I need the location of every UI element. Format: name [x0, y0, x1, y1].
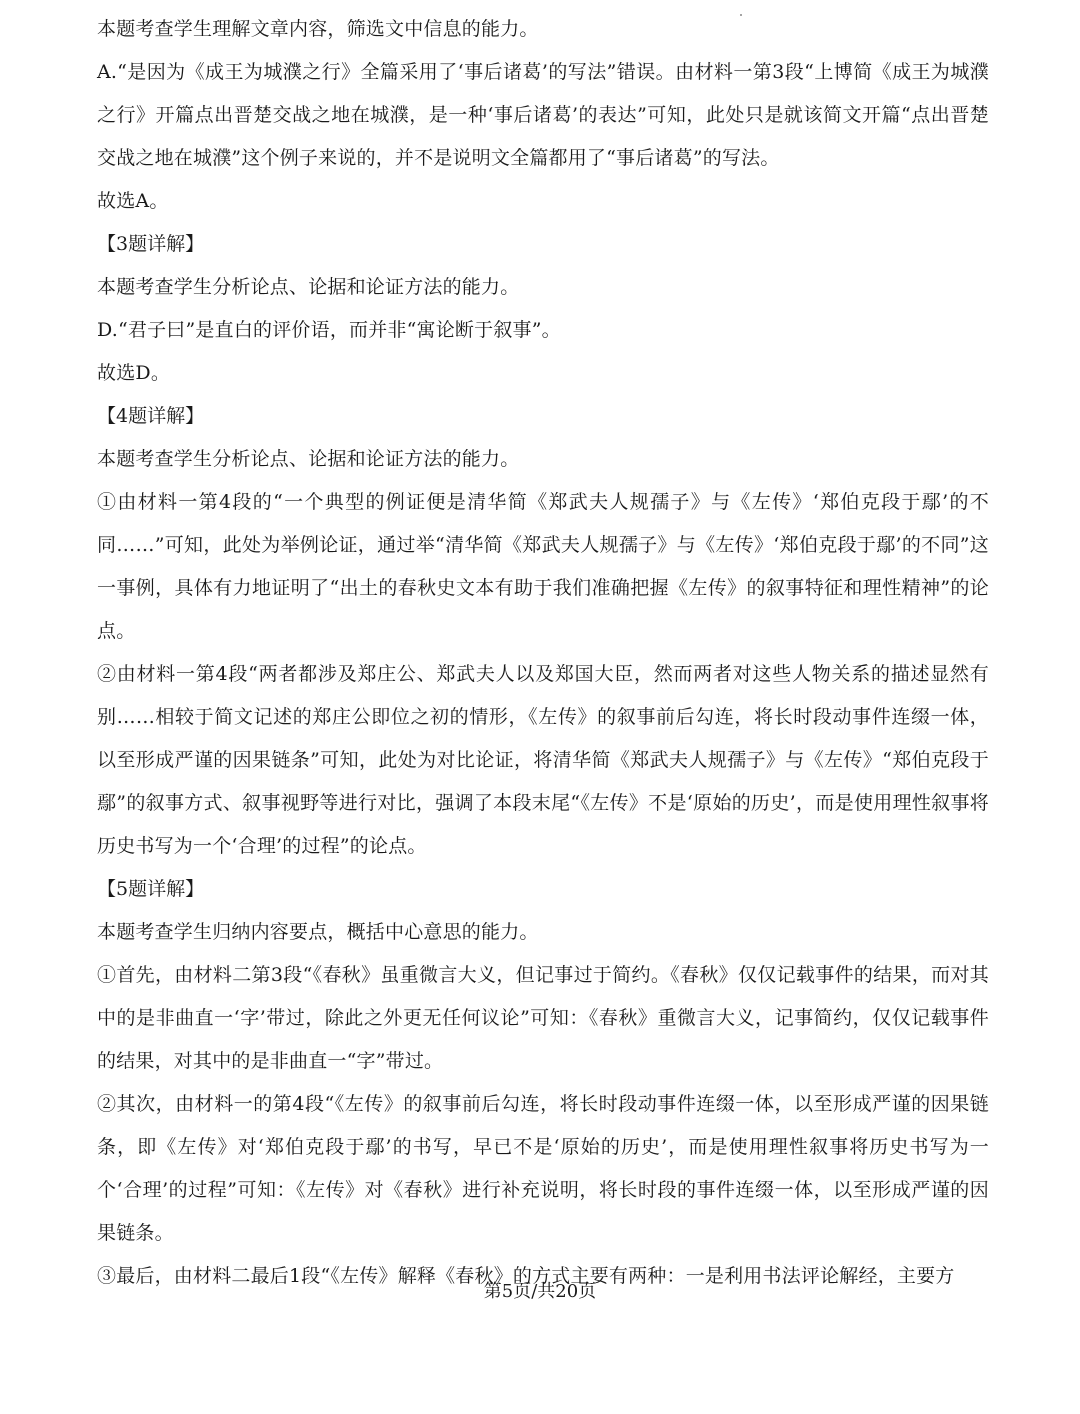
section-heading-q4: 【4题详解】 [97, 405, 205, 427]
paragraph-answer-a: 故选A。 [97, 190, 169, 212]
section-heading-q5: 【5题详解】 [97, 878, 205, 900]
paragraph-intro-q2: 本题考查学生理解文章内容，筛选文中信息的能力。 [97, 18, 539, 40]
paragraph-option-d-analysis: D.“君子曰”是直白的评价语，而并非“寓论断于叙事”。 [97, 319, 561, 341]
paragraph-q5-point-1: ①首先，由材料二第3段“《春秋》虽重微言大义，但记事过于简约。《春秋》仅仅记载事件的结果，而对其中的是非曲直一‘字’带过，除此之外更无任何议论”可知：《春秋》重微言大义，记事简约，仅仅记载事件的结果，对其中的是非曲直一“字”带过。 [97, 964, 989, 1072]
paragraph-intro-q3: 本题考查学生分析论点、论据和论证方法的能力。 [97, 276, 520, 298]
paragraph-intro-q5: 本题考查学生归纳内容要点，概括中心意思的能力。 [97, 921, 539, 943]
document-body [97, 8, 989, 1298]
paragraph-answer-d: 故选D。 [97, 362, 171, 384]
paragraph-q5-point-3: ③最后，由材料二最后1段“《左传》解释《春秋》的方式主要有两种：一是利用书法评论解经，主要方 [97, 1265, 955, 1287]
paragraph-q4-point-2: ②由材料一第4段“两者都涉及郑庄公、郑武夫人以及郑国大臣，然而两者对这些人物关系的描述显然有别……相较于简文记述的郑庄公即位之初的情形，《左传》的叙事前后勾连，将长时段动事件连缀一体，以至形成严谨的因果链条”可知，此处为对比论证，将清华简《郑武夫人规孺子》与《左传》“郑伯克段于鄢”的叙事方式、叙事视野等进行对比，强调了本段末尾“《左传》不是‘原始的历史’，而是使用理性叙事将历史书写为一个‘合理’的过程”的论点。 [97, 663, 989, 857]
paragraph-q5-point-2: ②其次，由材料一的第4段“《左传》的叙事前后勾连，将长时段动事件连缀一体，以至形成严谨的因果链条，即《左传》对‘郑伯克段于鄢’的书写，早已不是‘原始的历史’，而是使用理性叙事将历史书写为一个‘合理’的过程”可知：《左传》对《春秋》进行补充说明，将长时段的事件连缀一体，以至形成严谨的因果链条。 [97, 1093, 989, 1244]
section-heading-q3: 【3题详解】 [97, 233, 205, 255]
page-number-footer: 第5页/共20页 [483, 1281, 597, 1302]
paragraph-option-a-analysis: A.“是因为《成王为城濮之行》全篇采用了‘事后诸葛’的写法”错误。由材料一第3段“上博简《成王为城濮之行》开篇点出晋楚交战之地在城濮，是一种‘事后诸葛’的表达”可知，此处只是就该简文开篇“点出晋楚交战之地在城濮”这个例子来说的，并不是说明文全篇都用了“事后诸葛”的写法。 [97, 61, 989, 169]
paragraph-q4-point-1: ①由材料一第4段的“一个典型的例证便是清华简《郑武夫人规孺子》与《左传》‘郑伯克段于鄢’的不同……”可知，此处为举例论证，通过举“清华简《郑武夫人规孺子》与《左传》‘郑伯克段于鄢’的不同”这一事例，具体有力地证明了“出土的春秋史文本有助于我们准确把握《左传》的叙事特征和理性精神”的论点。 [97, 491, 989, 642]
paragraph-intro-q4: 本题考查学生分析论点、论据和论证方法的能力。 [97, 448, 520, 470]
